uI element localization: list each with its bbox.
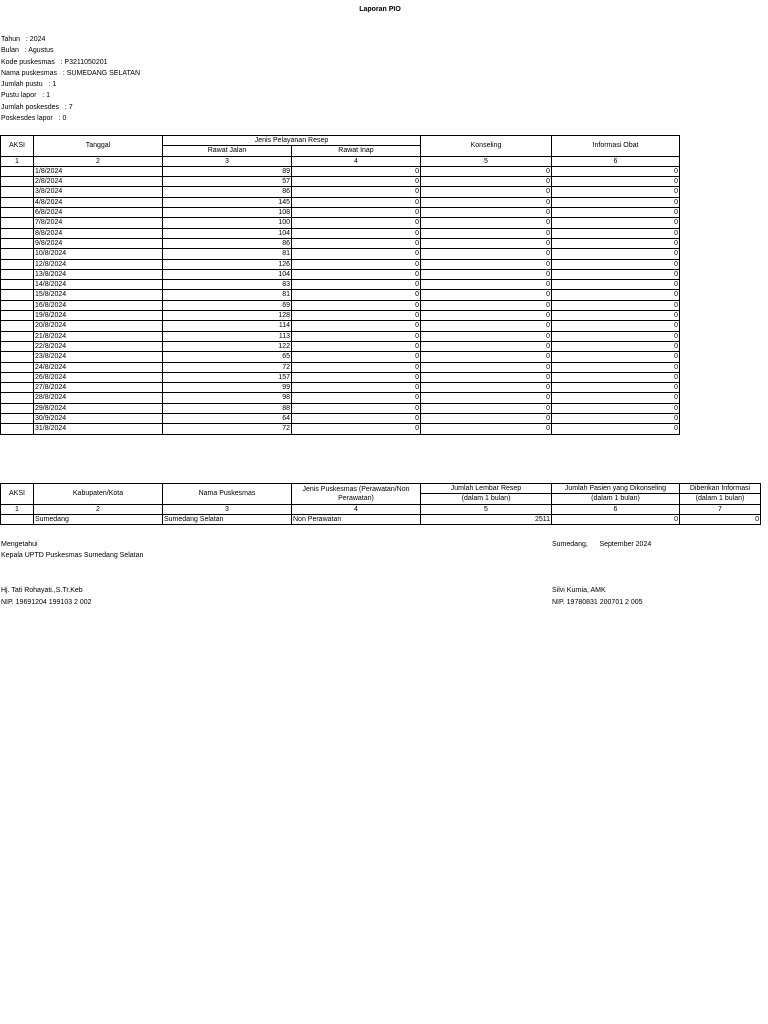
cell-rawat-jalan: 69 <box>163 300 292 310</box>
cell-tanggal: 12/8/2024 <box>34 259 163 269</box>
cell-rawat-inap: 0 <box>292 372 421 382</box>
col-rawat-jalan: Rawat Jalan <box>163 146 292 156</box>
table-row <box>1 249 680 259</box>
cell-konseling: 0 <box>421 166 552 176</box>
cell-informasi-obat: 0 <box>552 249 680 259</box>
cell-rawat-jalan: 126 <box>163 259 292 269</box>
cell-rawat-jalan: 104 <box>163 269 292 279</box>
cell-rawat-inap: 0 <box>292 403 421 413</box>
table-row <box>1 228 680 238</box>
cell-tanggal: 27/8/2024 <box>34 383 163 393</box>
cell-rawat-jalan: 99 <box>163 383 292 393</box>
cell-rawat-jalan: 57 <box>163 177 292 187</box>
table-row <box>1 372 680 382</box>
cell-aksi <box>1 259 34 269</box>
summary-table <box>0 483 761 525</box>
cell-tanggal: 29/8/2024 <box>34 403 163 413</box>
cell-konseling: 0 <box>421 197 552 207</box>
table-row <box>1 393 680 403</box>
cell-rawat-inap: 0 <box>292 166 421 176</box>
cell-rawat-inap: 0 <box>292 331 421 341</box>
cell-informasi-obat: 0 <box>552 311 680 321</box>
cell-tanggal: 9/8/2024 <box>34 238 163 248</box>
cell-konseling: 0 <box>421 352 552 362</box>
cell-informasi-obat: 0 <box>552 321 680 331</box>
info-line: Nama puskesmas : SUMEDANG SELATAN <box>1 69 140 77</box>
cell-konseling: 0 <box>421 280 552 290</box>
cell-informasi-obat: 0 <box>552 280 680 290</box>
cell-aksi <box>1 403 34 413</box>
cell-kabupaten: Sumedang <box>34 514 163 524</box>
info-line: Bulan : Agustus <box>1 47 54 55</box>
daily-service-table <box>0 135 680 435</box>
table-row <box>1 383 680 393</box>
cell-rawat-inap: 0 <box>292 311 421 321</box>
cell-informasi-obat: 0 <box>552 197 680 207</box>
column-number: 3 <box>163 504 292 514</box>
cell-rawat-inap: 0 <box>292 414 421 424</box>
cell-konseling: 0 <box>421 177 552 187</box>
column-number-row <box>1 504 761 514</box>
cell-konseling: 0 <box>421 321 552 331</box>
cell-jumlah-lembar-resep: 2511 <box>421 514 552 524</box>
place-date: Sumedang, September 2024 <box>552 541 652 548</box>
cell-rawat-jalan: 89 <box>163 166 292 176</box>
cell-rawat-jalan: 86 <box>163 187 292 197</box>
table-row <box>1 514 761 524</box>
cell-rawat-inap: 0 <box>292 249 421 259</box>
cell-rawat-inap: 0 <box>292 300 421 310</box>
cell-informasi-obat: 0 <box>552 414 680 424</box>
col-konseling: Konseling <box>421 136 552 157</box>
cell-rawat-inap: 0 <box>292 218 421 228</box>
info-line: Jumlah pustu : 1 <box>1 81 57 89</box>
cell-aksi <box>1 187 34 197</box>
column-number: 6 <box>552 156 680 166</box>
col-informasi-period: (dalam 1 bulan) <box>680 494 761 504</box>
cell-rawat-inap: 0 <box>292 362 421 372</box>
col-jumlah-pasien: Jumlah Pasien yang Dikonseling <box>552 484 680 494</box>
cell-informasi-obat: 0 <box>552 238 680 248</box>
cell-tanggal: 24/8/2024 <box>34 362 163 372</box>
cell-informasi-obat: 0 <box>552 341 680 351</box>
cell-aksi <box>1 341 34 351</box>
cell-rawat-jalan: 72 <box>163 362 292 372</box>
cell-aksi <box>1 218 34 228</box>
cell-informasi-obat: 0 <box>552 331 680 341</box>
cell-informasi-obat: 0 <box>552 362 680 372</box>
col-kabupaten: Kabupaten/Kota <box>34 484 163 505</box>
cell-konseling: 0 <box>421 403 552 413</box>
cell-aksi <box>1 514 34 524</box>
cell-informasi-obat: 0 <box>552 300 680 310</box>
table-row <box>1 300 680 310</box>
cell-aksi <box>1 269 34 279</box>
cell-aksi <box>1 311 34 321</box>
cell-tanggal: 2/8/2024 <box>34 177 163 187</box>
column-number: 1 <box>1 504 34 514</box>
cell-konseling: 0 <box>421 311 552 321</box>
cell-konseling: 0 <box>421 362 552 372</box>
cell-aksi <box>1 300 34 310</box>
column-number: 5 <box>421 504 552 514</box>
cell-rawat-inap: 0 <box>292 341 421 351</box>
cell-aksi <box>1 197 34 207</box>
cell-rawat-inap: 0 <box>292 424 421 434</box>
cell-rawat-jalan: 157 <box>163 372 292 382</box>
table-row <box>1 352 680 362</box>
cell-tanggal: 21/8/2024 <box>34 331 163 341</box>
cell-konseling: 0 <box>421 424 552 434</box>
table-row <box>1 197 680 207</box>
column-number: 3 <box>163 156 292 166</box>
cell-konseling: 0 <box>421 208 552 218</box>
cell-tanggal: 31/8/2024 <box>34 424 163 434</box>
table-row <box>1 414 680 424</box>
info-line: Kode puskesmas : P3211050201 <box>1 58 108 66</box>
cell-konseling: 0 <box>421 269 552 279</box>
head-nip: NIP. 19691204 199103 2 002 <box>1 599 92 606</box>
table-row <box>1 259 680 269</box>
cell-rawat-jalan: 113 <box>163 331 292 341</box>
cell-konseling: 0 <box>421 238 552 248</box>
cell-tanggal: 6/8/2024 <box>34 208 163 218</box>
cell-rawat-jalan: 100 <box>163 218 292 228</box>
cell-aksi <box>1 208 34 218</box>
cell-informasi-obat: 0 <box>552 208 680 218</box>
cell-aksi <box>1 228 34 238</box>
cell-rawat-inap: 0 <box>292 352 421 362</box>
cell-tanggal: 3/8/2024 <box>34 187 163 197</box>
cell-aksi <box>1 362 34 372</box>
cell-aksi <box>1 177 34 187</box>
cell-konseling: 0 <box>421 331 552 341</box>
cell-rawat-inap: 0 <box>292 228 421 238</box>
table-row <box>1 218 680 228</box>
column-number: 2 <box>34 504 163 514</box>
cell-rawat-inap: 0 <box>292 393 421 403</box>
cell-informasi-obat: 0 <box>552 218 680 228</box>
cell-rawat-inap: 0 <box>292 321 421 331</box>
column-number-row <box>1 156 680 166</box>
column-number: 5 <box>421 156 552 166</box>
cell-tanggal: 16/8/2024 <box>34 300 163 310</box>
cell-tanggal: 28/8/2024 <box>34 393 163 403</box>
cell-tanggal: 1/8/2024 <box>34 166 163 176</box>
table-row <box>1 187 680 197</box>
cell-rawat-inap: 0 <box>292 280 421 290</box>
cell-konseling: 0 <box>421 249 552 259</box>
cell-tanggal: 13/8/2024 <box>34 269 163 279</box>
table-row <box>1 321 680 331</box>
column-number: 4 <box>292 156 421 166</box>
col-informasi-obat: Informasi Obat <box>552 136 680 157</box>
cell-rawat-inap: 0 <box>292 177 421 187</box>
col-nama-puskesmas: Nama Puskesmas <box>163 484 292 505</box>
cell-rawat-jalan: 98 <box>163 393 292 403</box>
col-aksi: AKSI <box>1 136 34 157</box>
table-row <box>1 403 680 413</box>
cell-rawat-inap: 0 <box>292 383 421 393</box>
cell-rawat-jalan: 128 <box>163 311 292 321</box>
info-line: Jumlah poskesdes : 7 <box>1 103 73 111</box>
cell-aksi <box>1 238 34 248</box>
cell-rawat-jalan: 72 <box>163 424 292 434</box>
col-aksi: AKSI <box>1 484 34 505</box>
col-rawat-inap: Rawat Inap <box>292 146 421 156</box>
col-jenis-pelayanan: Jenis Pelayanan Resep <box>163 136 421 146</box>
cell-informasi-obat: 0 <box>552 259 680 269</box>
acknowledged-label: Mengetahui <box>1 541 38 548</box>
cell-informasi-obat: 0 <box>552 177 680 187</box>
cell-konseling: 0 <box>421 218 552 228</box>
cell-rawat-jalan: 88 <box>163 403 292 413</box>
cell-tanggal: 15/8/2024 <box>34 290 163 300</box>
cell-informasi-obat: 0 <box>552 290 680 300</box>
cell-tanggal: 22/8/2024 <box>34 341 163 351</box>
column-number: 2 <box>34 156 163 166</box>
cell-jumlah-pasien: 0 <box>552 514 680 524</box>
cell-informasi-obat: 0 <box>552 393 680 403</box>
info-line: Tahun : 2024 <box>1 36 46 43</box>
cell-aksi <box>1 372 34 382</box>
cell-rawat-jalan: 86 <box>163 238 292 248</box>
info-line: Poskesdes lapor : 0 <box>1 115 67 123</box>
cell-rawat-inap: 0 <box>292 269 421 279</box>
cell-jenis-puskesmas: Non Perawatan <box>292 514 421 524</box>
col-pasien-period: (dalam 1 bulan) <box>552 494 680 504</box>
cell-tanggal: 8/8/2024 <box>34 228 163 238</box>
col-tanggal: Tanggal <box>34 136 163 157</box>
report-info <box>1 34 140 124</box>
cell-informasi-obat: 0 <box>552 372 680 382</box>
cell-aksi <box>1 321 34 331</box>
table-row <box>1 269 680 279</box>
cell-nama-puskesmas: Sumedang Selatan <box>163 514 292 524</box>
cell-informasi-obat: 0 <box>552 228 680 238</box>
cell-informasi-obat: 0 <box>552 166 680 176</box>
cell-aksi <box>1 424 34 434</box>
cell-rawat-inap: 0 <box>292 197 421 207</box>
cell-rawat-jalan: 83 <box>163 280 292 290</box>
cell-rawat-inap: 0 <box>292 208 421 218</box>
cell-aksi <box>1 331 34 341</box>
cell-tanggal: 4/8/2024 <box>34 197 163 207</box>
table-row <box>1 331 680 341</box>
column-number: 7 <box>680 504 761 514</box>
cell-informasi-obat: 0 <box>552 403 680 413</box>
table-row <box>1 166 680 176</box>
cell-tanggal: 23/8/2024 <box>34 352 163 362</box>
cell-aksi <box>1 383 34 393</box>
cell-rawat-inap: 0 <box>292 259 421 269</box>
cell-aksi <box>1 280 34 290</box>
cell-rawat-jalan: 104 <box>163 228 292 238</box>
cell-informasi-obat: 0 <box>552 269 680 279</box>
table-row <box>1 424 680 434</box>
info-line: Pustu lapor : 1 <box>1 92 51 100</box>
table-row <box>1 290 680 300</box>
cell-rawat-jalan: 81 <box>163 290 292 300</box>
cell-konseling: 0 <box>421 341 552 351</box>
col-jumlah-lembar-resep: Jumlah Lembar Resep <box>421 484 552 494</box>
table-row <box>1 208 680 218</box>
column-number: 4 <box>292 504 421 514</box>
cell-konseling: 0 <box>421 228 552 238</box>
cell-tanggal: 14/8/2024 <box>34 280 163 290</box>
cell-rawat-jalan: 122 <box>163 341 292 351</box>
cell-aksi <box>1 352 34 362</box>
cell-rawat-jalan: 65 <box>163 352 292 362</box>
cell-informasi-obat: 0 <box>552 383 680 393</box>
cell-rawat-jalan: 64 <box>163 414 292 424</box>
table-row <box>1 341 680 351</box>
officer-nip: NIP. 19780831 200701 2 005 <box>552 599 643 606</box>
cell-informasi-obat: 0 <box>552 352 680 362</box>
table-row <box>1 362 680 372</box>
column-number: 1 <box>1 156 34 166</box>
table-row <box>1 311 680 321</box>
cell-konseling: 0 <box>421 393 552 403</box>
report-title: Laporan PIO <box>359 6 401 13</box>
cell-aksi <box>1 290 34 300</box>
head-title: Kepala UPTD Puskesmas Sumedang Selatan <box>1 552 144 559</box>
cell-konseling: 0 <box>421 259 552 269</box>
cell-rawat-jalan: 114 <box>163 321 292 331</box>
cell-tanggal: 20/8/2024 <box>34 321 163 331</box>
col-lembar-period: (dalam 1 bulan) <box>421 494 552 504</box>
head-name: Hj. Tati Rohayati.,S.Tr.Keb <box>1 587 83 594</box>
cell-informasi-obat: 0 <box>552 424 680 434</box>
table-row <box>1 177 680 187</box>
cell-konseling: 0 <box>421 383 552 393</box>
cell-informasi-obat: 0 <box>552 187 680 197</box>
cell-aksi <box>1 249 34 259</box>
cell-rawat-inap: 0 <box>292 238 421 248</box>
cell-rawat-jalan: 81 <box>163 249 292 259</box>
cell-aksi <box>1 414 34 424</box>
cell-aksi <box>1 166 34 176</box>
cell-konseling: 0 <box>421 300 552 310</box>
table-row <box>1 238 680 248</box>
table-row <box>1 280 680 290</box>
cell-konseling: 0 <box>421 372 552 382</box>
column-number: 6 <box>552 504 680 514</box>
cell-tanggal: 30/9/2024 <box>34 414 163 424</box>
cell-tanggal: 7/8/2024 <box>34 218 163 228</box>
cell-rawat-inap: 0 <box>292 187 421 197</box>
cell-konseling: 0 <box>421 187 552 197</box>
cell-aksi <box>1 393 34 403</box>
cell-tanggal: 10/8/2024 <box>34 249 163 259</box>
cell-tanggal: 26/8/2024 <box>34 372 163 382</box>
col-jenis-puskesmas: Jenis Puskesmas (Perawatan/Non Perawatan) <box>292 484 421 505</box>
cell-rawat-jalan: 145 <box>163 197 292 207</box>
officer-name: Silvi Kurnia, AMK <box>552 587 606 594</box>
cell-tanggal: 19/8/2024 <box>34 311 163 321</box>
cell-konseling: 0 <box>421 414 552 424</box>
col-diberikan-informasi: Diberikan Informasi <box>680 484 761 494</box>
cell-diberikan-informasi: 0 <box>680 514 761 524</box>
cell-konseling: 0 <box>421 290 552 300</box>
cell-rawat-jalan: 108 <box>163 208 292 218</box>
cell-rawat-inap: 0 <box>292 290 421 300</box>
